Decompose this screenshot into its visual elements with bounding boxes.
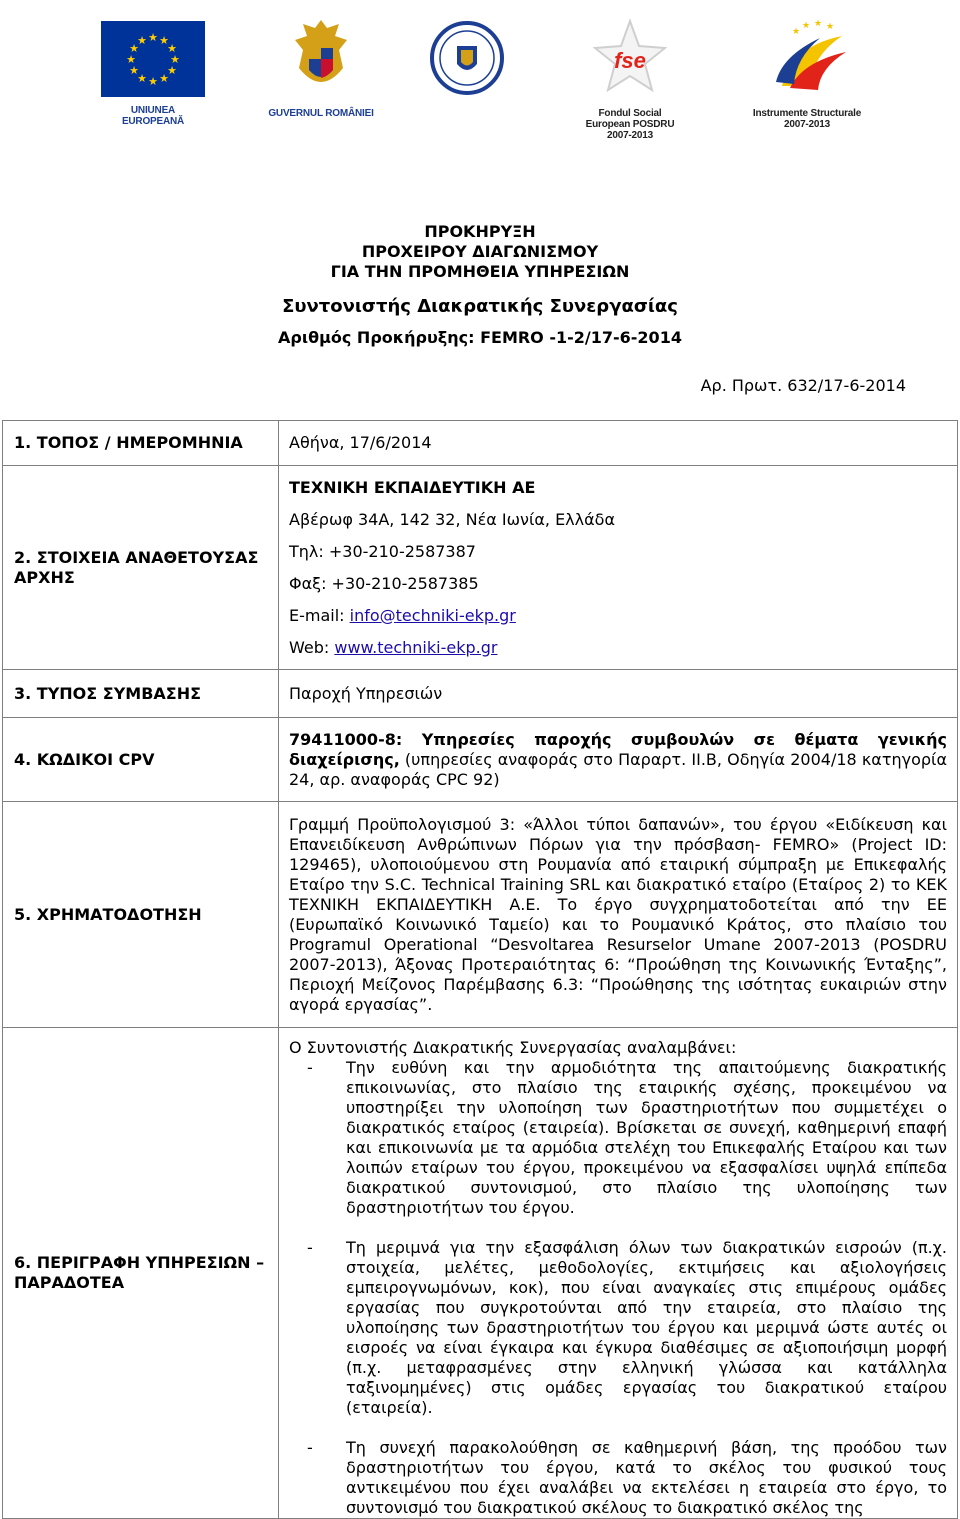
- authority-web: [289, 632, 947, 664]
- table-row: [3, 421, 958, 466]
- list-item: [289, 1058, 947, 1218]
- table-row: [3, 1028, 958, 1519]
- services-list: [289, 1058, 947, 1518]
- table-row: [3, 718, 958, 802]
- protocol-number: Αρ. Πρωτ. 632/17-6-2014: [700, 376, 906, 395]
- list-item: [289, 1438, 947, 1518]
- row-value: Αθήνα, 17/6/2014: [279, 421, 958, 466]
- structural-instruments-icon: [762, 16, 852, 100]
- row-label: 2. ΣΤΟΙΧΕΙΑ ΑΝΑΘΕΤΟΥΣΑΣ ΑΡΧΗΣ: [3, 466, 279, 670]
- web-label: Web:: [289, 637, 335, 657]
- svg-text:★: ★: [792, 27, 801, 37]
- title-block: [0, 222, 960, 348]
- svg-text:★: ★: [170, 53, 180, 66]
- eu-flag-icon: [101, 21, 205, 97]
- title-line-3: ΓΙΑ ΤΗΝ ΠΡΟΜΗΘΕΙΑ ΥΠΗΡΕΣΙΩΝ: [330, 262, 630, 281]
- list-item-text: Τη συνεχή παρακολούθηση σε καθημερινή βάση, της προόδου των δραστηριοτήτων του έργου, κατά το σκέλος του φυσικού τους αντικειμένου που έχει αναλάβει να εκτελέσει η εταιρεία στο έργο, το συντονισμό του διακρατικού σκέλους το διακρατικό σκέλος της: [346, 1438, 947, 1517]
- authority-fax: Φαξ: +30-210-2587385: [289, 573, 479, 593]
- romania-coat-of-arms-icon: [291, 18, 351, 100]
- bullet-dash: -: [307, 1058, 313, 1077]
- web-link[interactable]: www.techniki-ekp.gr: [334, 637, 498, 657]
- svg-text:★: ★: [802, 21, 811, 31]
- svg-text:★: ★: [137, 34, 147, 47]
- row-label: 5. ΧΡΗΜΑΤΟΔΟΤΗΣΗ: [3, 802, 279, 1028]
- authority-address: Αβέρωφ 34Α, 142 32, Νέα Ιωνία, Ελλάδα: [289, 509, 615, 529]
- announcement-table: [2, 420, 958, 1519]
- svg-text:★: ★: [137, 72, 147, 85]
- eu-logo: [101, 21, 205, 127]
- services-intro: Ο Συντονιστής Διακρατικής Συνεργασίας αναλαμβάνει:: [289, 1038, 737, 1057]
- structural-instruments-logo: [750, 16, 864, 130]
- table-row: [3, 802, 958, 1028]
- ministry-seal-icon: [430, 18, 504, 98]
- cpv-code: 79411000-8: Υπηρεσίες παροχής συμβουλών σε θέματα γενικής διαχείρισης,: [289, 729, 947, 769]
- cpv-codes: [279, 718, 958, 802]
- logo-label: GUVERNUL ROMÂNIEI: [268, 108, 374, 119]
- bullet-dash: -: [307, 1238, 313, 1257]
- list-item-text: Την ευθύνη και την αρμοδιότητα της απαιτούμενης διακρατικής επικοινωνίας, στο πλαίσιο της εταιρικής σχέσης, προκειμένου να υποστηρίξει την υλοποίηση των δραστηριοτήτων που συμμετέχει ο διακρατικός εταίρος (εταιρεία). Βρίσκεται σε συνεχή, καθημερινή επαφή και επικοινωνία με τα αρμόδια στελέχη του Επικεφαλής Εταίρου και των λοιπών εταίρων του έργου, προκειμένου να εξασφαλίσει υψηλά επίπεδα διακρατικού συντονισμού, στο πλαίσιο της υλοποίησης των δραστηριοτήτων του έργου.: [346, 1058, 947, 1217]
- svg-text:★: ★: [129, 42, 139, 55]
- row-label: 3. ΤΥΠΟΣ ΣΥΜΒΑΣΗΣ: [3, 670, 279, 718]
- svg-text:★: ★: [129, 64, 139, 77]
- list-item-text: Τη μεριμνά για την εξασφάλιση όλων των διακρατικών εισροών (π.χ. στοιχεία, μελέτες, μεθοδολογίες, εκτιμήσεις και αξιολογήσεις εμπειρογνωμόνων, κοκ), που είναι αναγκαίες στις επιμέρους ομάδες εργασίας που συγκροτούνται από την εταιρεία, στο πλαίσιο της υλοποίησης των δραστηριοτήτων του έργου και μεριμνά ώστε αυτές οι εισροές να είναι έγκαιρα και έγκυρα διαθέσιμες σε αξιοποιήσιμη μορφή (π.χ. μεταφρασμένες στην ελληνική γλώσσα και κατάλληλα ταξινομημένες) στις ομάδες εργασίας του διακρατικού εταίρου (εταιρεία).: [346, 1238, 947, 1417]
- email-label: E-mail:: [289, 605, 350, 625]
- table-row: [3, 670, 958, 718]
- svg-text:★: ★: [148, 31, 158, 44]
- title-line-1: ΠΡΟΚΗΡΥΞΗ: [424, 222, 536, 241]
- funding-text: Γραμμή Προϋπολογισμού 3: «Άλλοι τύποι δαπανών», του έργου «Ειδίκευση και Επανειδίκευση Ανθρώπινων Πόρων για την πρόσβαση- FEMRO» (Project ID: 129465), υλοποιούμενου στη Ρουμανία από εταιρική σύμπραξη με Επικεφαλής Εταίρο την S.C. Technical Training SRL και διακρατικό εταίρο (Εταίρος 2) το ΚΕΚ ΤΕΧΝΙΚΗ ΕΚΠΑΙΔΕΥΤΙΚΗ Α.Ε. Το έργο συγχρηματοδοτείται από την ΕΕ (Ευρωπαϊκό Κοινωνικό Ταμείο) και το Ρουμανικό Κράτος, στο πλαίσιο του Programul Operational “Desvoltarea Resurselor Umane 2007-2013 (POSDRU 2007-2013), Άξονας Προτεραιότητας 6: “Προώθηση της Κοινωνικής Ένταξης”, Περιοχή Μείζονος Παρέμβασης 6.3: “Προώθησης της ισότητας ευκαιριών στην αγορά εργασίας”.: [279, 802, 958, 1028]
- cpv-description: (υπηρεσίες αναφοράς στο Παραρτ. ΙΙ.Β, Οδηγία 2004/18 κατηγορία 24, αρ. αναφοράς CPC 92): [289, 749, 947, 789]
- row-label: 4. ΚΩΔΙΚΟΙ CPV: [3, 718, 279, 802]
- logo-label: Fondul Social European POSDRU 2007-2013: [585, 108, 675, 141]
- authority-phone: Τηλ: +30-210-2587387: [289, 541, 476, 561]
- authority-email: [289, 600, 947, 632]
- row-value: Παροχή Υπηρεσιών: [279, 670, 958, 718]
- svg-text:fse: fse: [614, 48, 646, 73]
- svg-text:★: ★: [148, 75, 158, 88]
- svg-text:★: ★: [826, 22, 835, 32]
- svg-text:★: ★: [126, 53, 136, 66]
- title-subtitle: Συντονιστής Διακρατικής Συνεργασίας: [282, 296, 678, 317]
- ministry-logo: [430, 18, 504, 102]
- announcement-number: Αριθμός Προκήρυξης: FEMRO -1-2/17-6-2014: [278, 328, 682, 347]
- fse-logo: [575, 18, 685, 141]
- romania-government-logo: [266, 18, 376, 119]
- contracting-authority: [279, 466, 958, 670]
- authority-name: ΤΕΧΝΙΚΗ ΕΚΠΑΙΔΕΥΤΙΚΗ ΑΕ: [289, 477, 536, 497]
- table-row: [3, 466, 958, 670]
- fse-star-icon: [593, 18, 667, 100]
- svg-text:★: ★: [814, 19, 823, 29]
- logo-label: Instrumente Structurale 2007-2013: [752, 108, 862, 130]
- svg-text:★: ★: [167, 64, 177, 77]
- logo-label: UNIUNEA EUROPEANĂ: [121, 105, 185, 127]
- email-link[interactable]: info@techniki-ekp.gr: [349, 605, 516, 625]
- row-label: 1. ΤΟΠΟΣ / ΗΜΕΡΟΜΗΝΙΑ: [3, 421, 279, 466]
- svg-text:★: ★: [159, 34, 169, 47]
- logo-bar: [0, 0, 960, 150]
- svg-text:★: ★: [159, 72, 169, 85]
- title-line-2: ΠΡΟΧΕΙΡΟΥ ΔΙΑΓΩΝΙΣΜΟΥ: [361, 242, 599, 261]
- bullet-dash: -: [307, 1438, 313, 1457]
- list-item: [289, 1238, 947, 1418]
- services-description: [279, 1028, 958, 1519]
- row-label: 6. ΠΕΡΙΓΡΑΦΗ ΥΠΗΡΕΣΙΩΝ – ΠΑΡΑΔΟΤΕΑ: [3, 1028, 279, 1519]
- svg-text:★: ★: [167, 42, 177, 55]
